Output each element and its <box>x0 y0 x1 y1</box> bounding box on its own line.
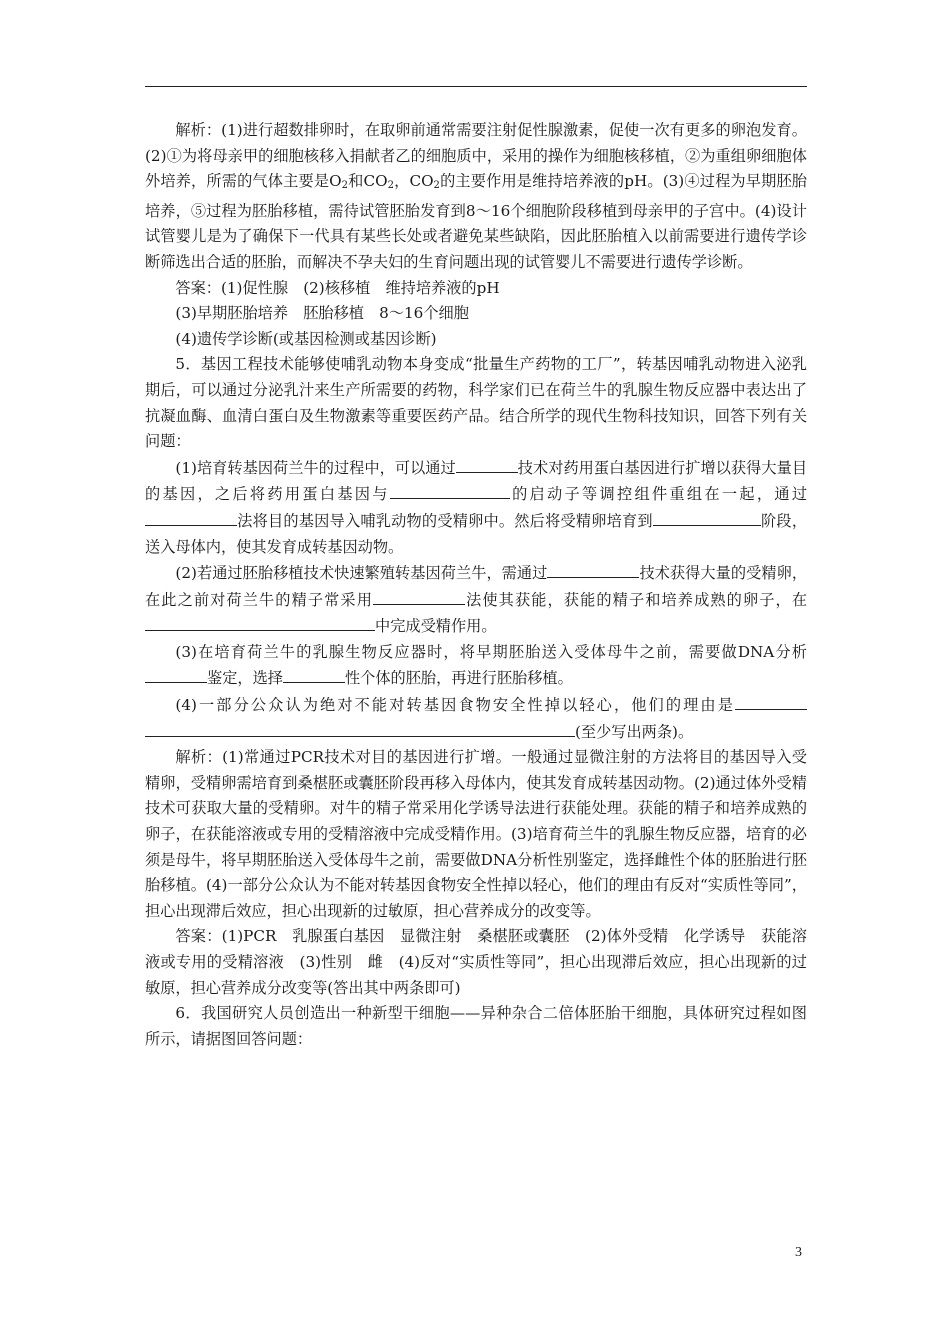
q5-analysis-paragraph: 解析：(1)常通过PCR技术对目的基因进行扩增。一般通过显微注射的方法将目的基因导入受精卵，受精卵需培育到桑椹胚或囊胚阶段再移入母体内，使其发育成转基因动物。(2)通过体外受精技术可获取大量的受精卵。对牛的精子常采用化学诱导法进行获能处理。获能的精子和培养成熟的卵子，在获能溶液或专用的受精溶液中完成受精作用。(3)培育荷兰牛的乳腺生物反应器，培育的必须是母牛，将早期胚胎送入受体母牛之前，需要做DNA分析性别鉴定，选择雌性个体的胚胎进行胚胎移植。(4)一部分公众认为不能对转基因食物安全性掉以轻心，他们的理由有反对“实质性等同”，担心出现滞后效应，担心出现新的过敏原，担心营养成分的改变等。 <box>145 748 807 920</box>
q5-subquestion-3: (3)在培育荷兰牛的乳腺生物反应器时，将早期胚胎送入受体母牛之前，需要做DNA分析鉴定，选择 性个体的胚胎，再进行胚胎移植。 <box>145 640 807 692</box>
answer-blank[interactable] <box>390 481 510 499</box>
q5-answer-paragraph: 答案：(1)PCR 乳腺蛋白基因 显微注射 桑椹胚或囊胚 (2)体外受精 化学诱导 获能溶液或专用的受精溶液 (3)性别 雌 (4)反对“实质性等同”，担心出现滞后效应，担心出现新的过敏原，担心营养成分改变等(答出其中两条即可) <box>145 927 807 997</box>
q4-answer-line-2: (3)早期胚胎培养 胚胎移植 8～16个细胞 <box>175 304 469 323</box>
q4-answer-line-1: 答案：(1)促性腺 (2)核移植 维持培养液的pH <box>175 278 500 297</box>
answer-blank[interactable] <box>145 508 237 526</box>
answer-blank[interactable] <box>145 719 575 737</box>
q5-subquestion-4: (4)一部分公众认为绝对不能对转基因食物安全性掉以轻心，他们的理由是(至少写出两条)。 <box>145 692 807 745</box>
answer-blank[interactable] <box>373 587 465 605</box>
q4-answer-line-3: (4)遗传学诊断(或基因检测或基因诊断) <box>175 329 437 348</box>
answer-blank[interactable] <box>145 613 375 631</box>
q5-stem: 5．基因工程技术能够使哺乳动物本身变成“批量生产药物的工厂”，转基因哺乳动物进入泌乳期后，可以通过分泌乳汁来生产所需要的药物，科学家们已在荷兰牛的乳腺生物反应器中表达出了抗凝血酶、血清白蛋白及生物激素等重要医药产品。结合所学的现代生物科技知识，回答下列有关问题： <box>145 355 807 451</box>
header-rule <box>145 86 807 87</box>
answer-blank[interactable] <box>699 508 761 526</box>
q4-analysis-paragraph: 解析：(1)进行超数排卵时，在取卵前通常需要注射促性腺激素，促使一次有更多的卵泡发育。(2)①为将母亲甲的细胞核移入捐献者乙的细胞质中，采用的操作为细胞核移植，②为重组卵细胞体外培养，所需的气体主要是O2和CO2，CO2的主要作用是维持培养液的pH。(3)④过程为早期胚胎培养，⑤过程为胚胎移植，需待试管胚胎发育到8～16个细胞阶段移植到母亲甲的子宫中。(4)设计试管婴儿是为了确保下一代具有某些长处或者避免某些缺陷，因此胚胎植入以前需要进行遗传学诊断筛选出合适的胚胎，而解决不孕夫妇的生育问题出现的试管婴儿不需要进行遗传学诊断。 <box>145 121 807 271</box>
answer-blank[interactable] <box>735 692 807 710</box>
page-number: 3 <box>795 1245 802 1260</box>
answer-blank[interactable] <box>653 508 699 526</box>
q6-stem: 6．我国研究人员创造出一种新型干细胞——异种杂合二倍体胚胎干细胞，具体研究过程如图所示，请据图回答问题： <box>145 1004 807 1048</box>
answer-blank[interactable] <box>283 665 345 683</box>
q5-subquestion-2: (2)若通过胚胎移植技术快速繁殖转基因荷兰牛，需通过 技术获得大量的受精卵，在此之前对荷兰牛的精子常采用 法使其获能，获能的精子和培养成熟的卵子，在中完成受精作用。 <box>145 560 807 640</box>
q5-subquestion-1: (1)培育转基因荷兰牛的过程中，可以通过 技术对药用蛋白基因进行扩增以获得大量目的基因，之后将药用蛋白基因与 的启动子等调控组件重组在一起，通过法将目的基因导入哺乳动物的受精卵中。然后将受精卵培育到 阶段，送入母体内，使其发育成转基因动物。 <box>145 455 807 560</box>
answer-blank[interactable] <box>456 455 518 473</box>
page-body <box>145 118 807 1052</box>
answer-blank[interactable] <box>547 560 639 578</box>
answer-blank[interactable] <box>145 665 207 683</box>
